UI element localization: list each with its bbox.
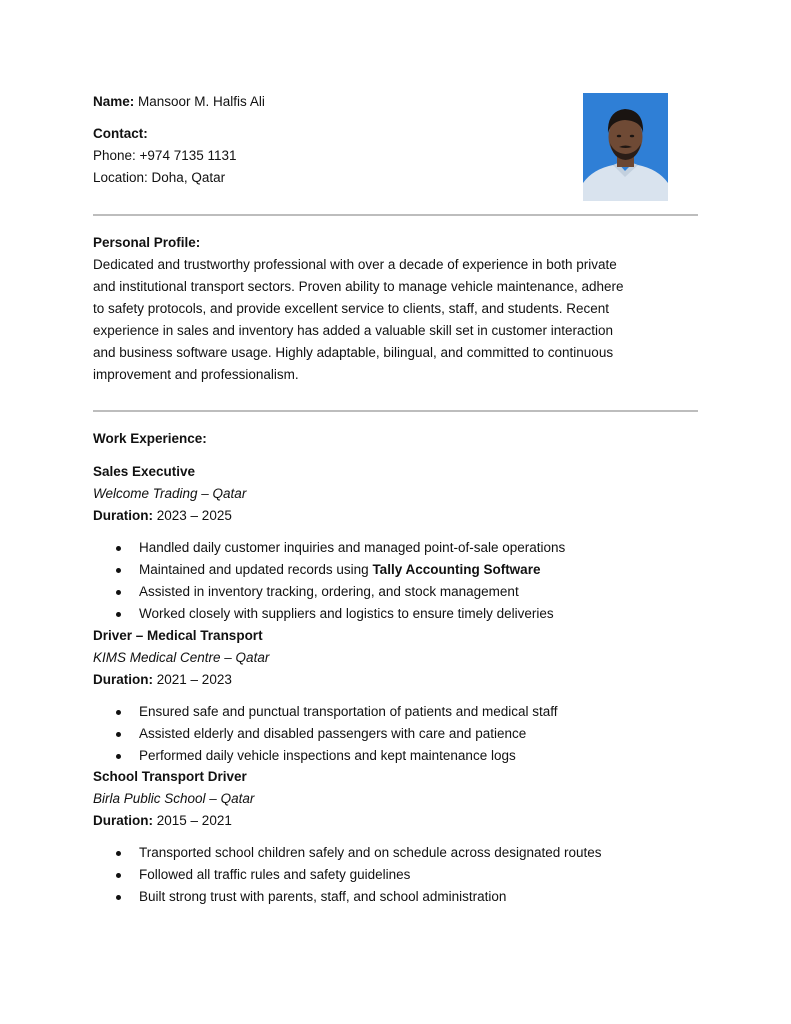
profile-line: and business software usage. Highly adaptable, bilingual, and committed to continuous xyxy=(93,345,614,360)
list-item xyxy=(139,559,565,581)
divider-2 xyxy=(93,410,698,412)
work-heading: Work Experience: xyxy=(93,431,207,446)
list-item: Built strong trust with parents, staff, and school administration xyxy=(139,886,602,908)
divider-1 xyxy=(93,214,698,216)
name-value: Mansoor M. Halfis Ali xyxy=(138,94,265,109)
job-bullets xyxy=(93,537,565,625)
profile-paragraph xyxy=(93,254,693,386)
name-line xyxy=(93,93,265,111)
list-item: Worked closely with suppliers and logistics to ensure timely deliveries xyxy=(139,603,565,625)
list-item: Assisted elderly and disabled passengers with care and patience xyxy=(139,723,558,745)
job-company: KIMS Medical Centre – Qatar xyxy=(93,650,270,665)
profile-line: experience in sales and inventory has added a valuable skill set in customer interaction xyxy=(93,323,614,338)
profile-line: and institutional transport sectors. Proven ability to manage vehicle maintenance, adhere xyxy=(93,279,624,294)
duration-value: 2021 – 2023 xyxy=(156,672,232,687)
job-bullets xyxy=(93,842,602,908)
job-bullets xyxy=(93,701,558,767)
software-name: Tally Accounting Software xyxy=(372,562,541,577)
profile-line: Dedicated and trustworthy professional with over a decade of experience in both private xyxy=(93,257,617,272)
list-item: Performed daily vehicle inspections and kept maintenance logs xyxy=(139,745,558,767)
job-title: Driver – Medical Transport xyxy=(93,628,263,643)
job-duration xyxy=(93,812,232,830)
phone-text: Phone: +974 7135 1131 xyxy=(93,148,237,163)
duration-label: Duration: xyxy=(93,672,153,687)
duration-value: 2015 – 2021 xyxy=(156,813,232,828)
contact-label: Contact: xyxy=(93,126,148,141)
location-text: Location: Doha, Qatar xyxy=(93,170,226,185)
job-title: School Transport Driver xyxy=(93,769,247,784)
job-company: Welcome Trading – Qatar xyxy=(93,486,247,501)
list-item: Followed all traffic rules and safety guidelines xyxy=(139,864,602,886)
job-duration xyxy=(93,671,232,689)
job-company: Birla Public School – Qatar xyxy=(93,791,255,806)
job-duration xyxy=(93,507,232,525)
profile-line: improvement and professionalism. xyxy=(93,367,299,382)
profile-photo xyxy=(583,93,668,201)
list-item: Handled daily customer inquiries and managed point-of-sale operations xyxy=(139,537,565,559)
portrait-illustration xyxy=(583,93,668,201)
duration-value: 2023 – 2025 xyxy=(156,508,232,523)
profile-line: to safety protocols, and provide excellent service to clients, staff, and students. Recent xyxy=(93,301,610,316)
list-item-text: Maintained and updated records using xyxy=(139,562,369,577)
duration-label: Duration: xyxy=(93,508,153,523)
profile-heading: Personal Profile: xyxy=(93,235,201,250)
name-label: Name: xyxy=(93,94,135,109)
duration-label: Duration: xyxy=(93,813,153,828)
job-title: Sales Executive xyxy=(93,464,196,479)
list-item: Ensured safe and punctual transportation of patients and medical staff xyxy=(139,701,558,723)
list-item: Transported school children safely and on schedule across designated routes xyxy=(139,842,602,864)
list-item: Assisted in inventory tracking, ordering, and stock management xyxy=(139,581,565,603)
